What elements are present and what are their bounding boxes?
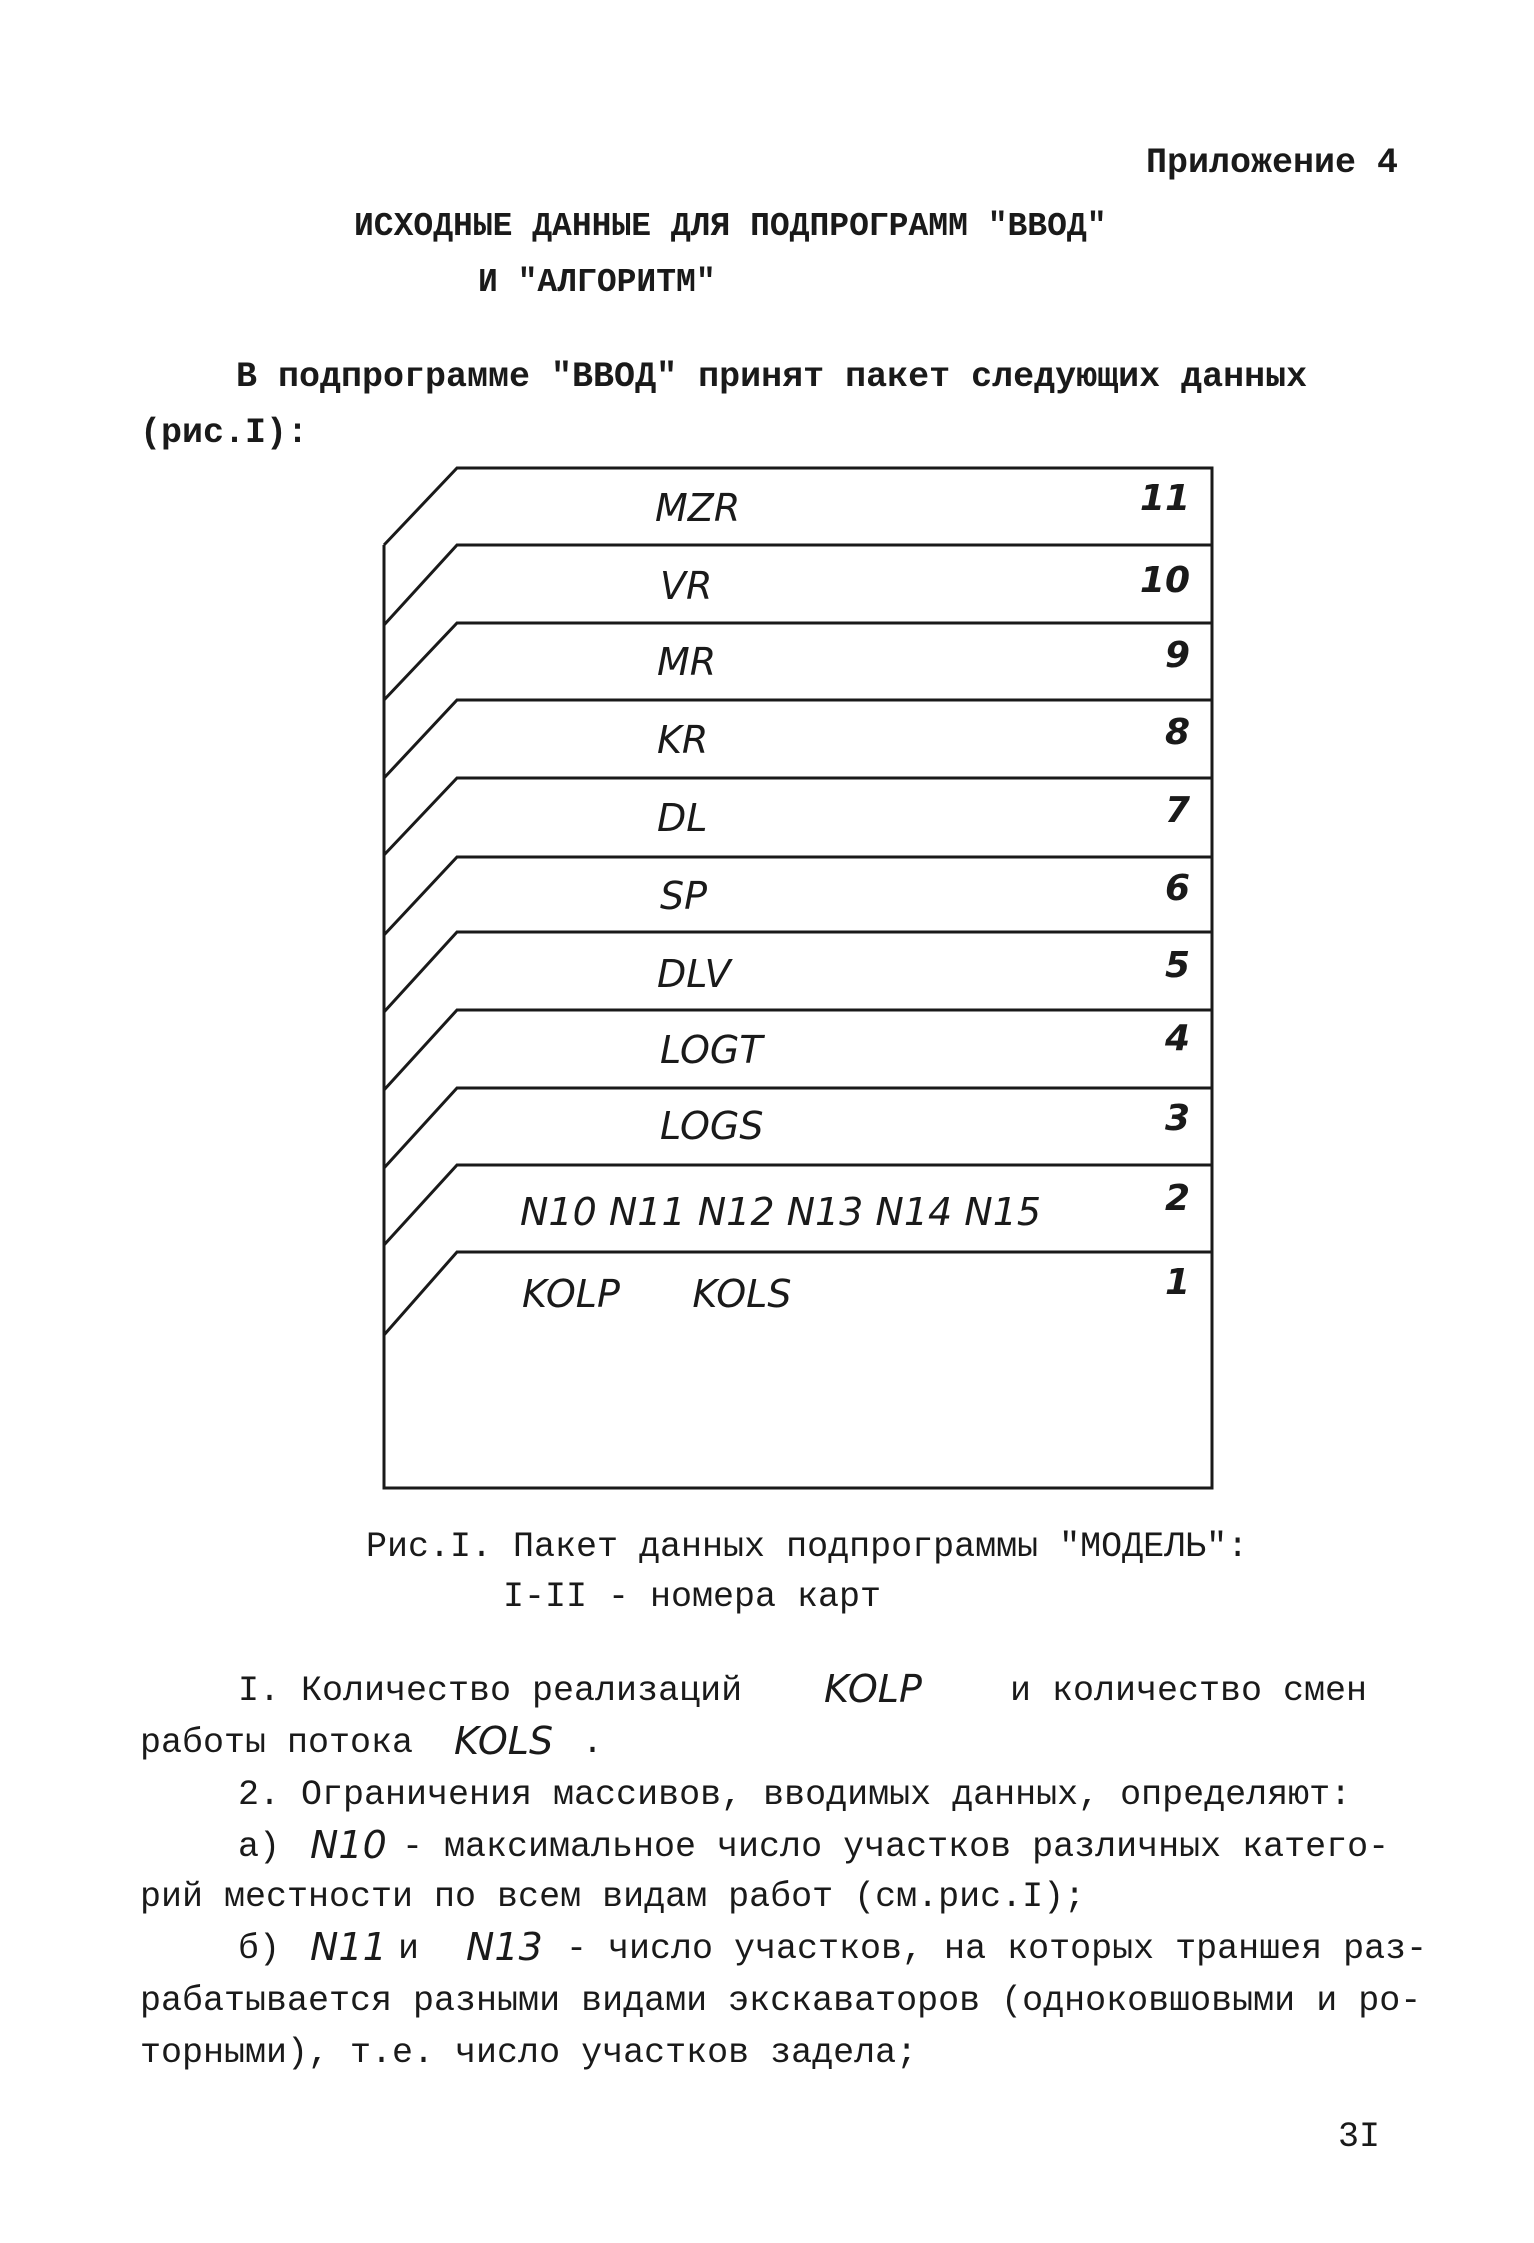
card-label-9: MR xyxy=(657,640,717,684)
item-b-text: - число участков, на которых траншея раз- xyxy=(566,1929,1428,1969)
intro-line-2: (рис.I): xyxy=(140,413,309,453)
card-number-1: 1 xyxy=(1164,1262,1190,1303)
item-a-text: - максимальное число участков различных катего- xyxy=(402,1827,1390,1867)
title-line-1: ИСХОДНЫЕ ДАННЫЕ ДЛЯ ПОДПРОГРАММ "ВВОД" xyxy=(354,208,1107,245)
kolp-term: KOLP xyxy=(824,1667,922,1711)
item-b-line-2: рабатывается разными видами экскаваторов (одноковшовыми и ро- xyxy=(140,1981,1422,2021)
card-label-1: KOLP KOLS xyxy=(522,1272,792,1316)
card-number-8: 8 xyxy=(1164,712,1190,753)
page-number: 3I xyxy=(1338,2117,1381,2157)
card-number-11: 11 xyxy=(1139,478,1190,519)
n13-term: N13 xyxy=(466,1925,543,1969)
card-edge-8 xyxy=(384,700,1212,778)
appendix-label: Приложение 4 xyxy=(1146,143,1399,183)
card-edge-10 xyxy=(384,545,1212,625)
card-label-4: LOGT xyxy=(660,1028,763,1072)
paragraph-1-line-2: работы потока xyxy=(140,1723,414,1763)
card-label-11: MZR xyxy=(655,486,741,530)
paragraph-1-end: . xyxy=(582,1723,604,1763)
paragraph-2: 2. Ограничения массивов, вводимых данных, определяют: xyxy=(238,1775,1352,1815)
card-number-3: 3 xyxy=(1164,1098,1190,1139)
n10-term: N10 xyxy=(310,1823,387,1867)
card-edge-9 xyxy=(384,623,1212,700)
card-number-2: 2 xyxy=(1164,1178,1190,1219)
item-b-and: и xyxy=(398,1929,420,1969)
card-number-5: 5 xyxy=(1164,945,1190,986)
card-label-8: KR xyxy=(657,718,709,762)
card-edge-5 xyxy=(384,932,1212,1012)
card-edge-7 xyxy=(384,778,1212,855)
card-edge-3 xyxy=(384,1088,1212,1168)
card-packet-outline xyxy=(384,468,1212,1488)
title-line-2: И "АЛГОРИТМ" xyxy=(478,264,716,301)
card-label-2: N10 N11 N12 N13 N14 N15 xyxy=(520,1190,1042,1234)
figure-caption-line-1: Рис.I. Пакет данных подпрограммы "МОДЕЛЬ": xyxy=(366,1527,1249,1567)
card-number-4: 4 xyxy=(1164,1018,1190,1059)
intro-line-1: В подпрограмме "ВВОД" принят пакет следующих данных xyxy=(236,357,1308,397)
paragraph-1-start: I. Количество реализаций xyxy=(238,1671,743,1711)
item-b-marker: б) xyxy=(238,1929,281,1969)
card-number-9: 9 xyxy=(1164,635,1190,676)
card-edge-6 xyxy=(384,857,1212,935)
kols-term: KOLS xyxy=(454,1719,554,1763)
card-label-7: DL xyxy=(657,796,708,840)
card-edge-4 xyxy=(384,1010,1212,1090)
figure-caption-line-2: I-II - номера карт xyxy=(503,1577,882,1617)
paragraph-1-mid: и количество смен xyxy=(1010,1671,1368,1711)
card-number-7: 7 xyxy=(1164,790,1190,831)
item-b-line-3: торными), т.е. число участков задела; xyxy=(140,2033,918,2073)
card-edge-1 xyxy=(384,1252,1212,1335)
card-label-6: SP xyxy=(660,874,708,918)
card-number-10: 10 xyxy=(1139,560,1190,601)
card-label-3: LOGS xyxy=(660,1104,764,1148)
card-label-5: DLV xyxy=(657,952,731,996)
card-label-10: VR xyxy=(660,564,713,608)
item-a-line-2: рий местности по всем видам работ (см.рис.I); xyxy=(140,1877,1086,1917)
item-a-marker: а) xyxy=(238,1827,281,1867)
card-number-6: 6 xyxy=(1164,868,1190,909)
n11-term: N11 xyxy=(310,1925,387,1969)
